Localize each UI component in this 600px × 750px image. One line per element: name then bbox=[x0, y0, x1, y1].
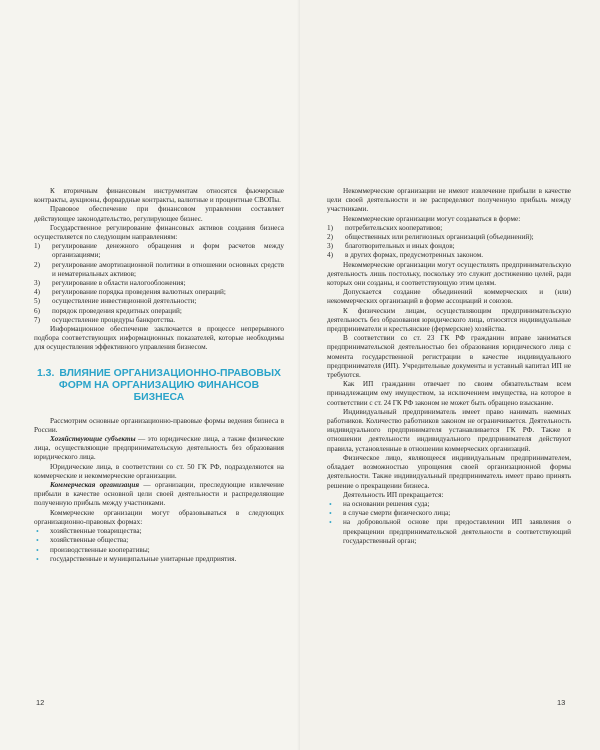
paragraph: Государственное регулирование финансовых активов создания бизнеса осуществляется по следующим направлениям: bbox=[34, 223, 284, 242]
paragraph: Правовое обеспечение при финансовом управлении составляет действующее законодательство, регулирующее бизнес. bbox=[34, 205, 284, 223]
list-number: 5) bbox=[34, 297, 40, 306]
list-text: регулирование амортизационной политики в отношении основных средств и нематериальных активов; bbox=[52, 260, 284, 278]
list-text: в других формах, предусмотренных законом. bbox=[345, 251, 484, 260]
list-number: 6) bbox=[34, 306, 40, 315]
list-text: на добровольной основе при предоставлении ИП заявления о прекращении предпринимательской деятельности в соответствующий государственный орган; bbox=[343, 518, 571, 545]
list-text: на основании решения суда; bbox=[343, 499, 430, 508]
definition: — это юридические лица, а также физические лица, осуществляющие предпринимательскую деятельность без образования юридического лица. bbox=[34, 435, 284, 462]
list-item bbox=[34, 279, 284, 288]
list-number: 4) bbox=[34, 288, 40, 297]
paragraph: Физическое лицо, являющееся индивидуальным предпринимателем, обладает возможностью упрощения своей организационной формы деятельности. Также индивидуальный предприниматель имеет право принять решение о прекращении бизнеса. bbox=[327, 453, 571, 490]
list-item bbox=[34, 555, 284, 564]
paragraph: Индивидуальный предприниматель имеет право нанимать наемных работников. Количество работников законом не ограничивается. Деятельность индивидуального предпринимателя устанавливается ГК РФ. Также в отношении деятельности индивидуального предпринимателя действуют правила, установленные в отношении коммерческих организаций. bbox=[327, 407, 571, 453]
list-text: потребительских кооперативов; bbox=[345, 223, 443, 232]
list-item bbox=[34, 297, 284, 306]
definition: — организации, преследующие извлечение прибыли в качестве основной цели своей деятельности и распределяющие полученную прибыль между участниками. bbox=[34, 481, 284, 508]
forms-list bbox=[34, 527, 284, 564]
list-text: хозяйственные общества; bbox=[50, 536, 129, 545]
list-text: осуществление инвестиционной деятельности; bbox=[52, 297, 197, 306]
list-number: 2) bbox=[34, 260, 40, 269]
list-number: 4) bbox=[327, 251, 333, 260]
list-item bbox=[327, 251, 571, 260]
list-item bbox=[327, 518, 571, 546]
paragraph: Некоммерческие организации могут осуществлять предпринимательскую деятельность лишь постольку, поскольку это служит достижению целей, ради которых они созданы, и соответствующую этим целям. bbox=[327, 260, 571, 288]
nc-forms-list bbox=[327, 224, 571, 261]
term: Коммерческая организация bbox=[50, 481, 140, 490]
list-item bbox=[327, 509, 571, 518]
section-title: ВЛИЯНИЕ ОРГАНИЗАЦИОННО-ПРАВОВЫХ ФОРМ НА ОРГАНИЗАЦИЮ ФИНАНСОВ БИЗНЕСА bbox=[58, 367, 281, 403]
right-text-column bbox=[327, 187, 571, 546]
list-number: 2) bbox=[327, 233, 333, 242]
bullet-icon: • bbox=[36, 545, 39, 555]
paragraph: В соответствии со ст. 23 ГК РФ гражданин вправе заниматься предпринимательской деятельностью без образования юридического лица с момента государственной регистрации в качестве индивидуального предпринимателя (ИП). Учредительные документы и уставный капитал ИП не требуются. bbox=[327, 334, 571, 380]
list-item bbox=[327, 500, 571, 509]
paragraph: Как ИП гражданин отвечает по своим обязательствам всем принадлежащим ему имуществом, за исключением имущества, на которое в соответствии с ст. 24 ГК РФ законом не может быть обращено взыскание. bbox=[327, 380, 571, 407]
list-number: 3) bbox=[34, 279, 40, 288]
list-item bbox=[327, 233, 571, 242]
list-item bbox=[34, 242, 284, 260]
list-text: производственные кооперативы; bbox=[50, 545, 150, 554]
list-text: в случае смерти физического лица; bbox=[343, 509, 451, 518]
termination-list bbox=[327, 500, 571, 546]
paragraph bbox=[34, 435, 284, 463]
list-text: хозяйственные товарищества; bbox=[50, 527, 142, 536]
paragraph: Некоммерческие организации не имеют извлечение прибыли в качестве цели своей деятельности и не распределяют полученную прибыль между участниками. bbox=[327, 187, 571, 214]
paragraph: Информационное обеспечение заключается в процессе непрерывного подбора соответствующих информационных показателей, которые необходимы для осуществления эффективного управления бизнесом. bbox=[34, 325, 284, 352]
term: Хозяйствующие субъекты bbox=[50, 435, 136, 444]
paragraph: Коммерческие организации могут образовываться в следующих организационно-правовых формах: bbox=[34, 508, 284, 526]
list-text: осуществление процедуры банкротства. bbox=[52, 315, 176, 324]
paragraph: К физическим лицам, осуществляющим предпринимательскую деятельность без образования юридического лица, относятся индивидуальные предприниматели и крестьянские (фермерские) хозяйства. bbox=[327, 306, 571, 334]
list-item bbox=[34, 288, 284, 297]
list-item bbox=[327, 242, 571, 251]
list-text: общественных или религиозных организаций (объединений); bbox=[345, 233, 534, 242]
list-item bbox=[34, 527, 284, 536]
paragraph: Рассмотрим основные организационно-правовые формы ведения бизнеса в России. bbox=[34, 416, 284, 434]
section-number: 1.3. bbox=[37, 367, 55, 379]
bullet-icon: • bbox=[36, 527, 39, 537]
list-item bbox=[34, 307, 284, 316]
bullet-icon: • bbox=[36, 554, 39, 564]
bullet-icon: • bbox=[329, 499, 332, 509]
paragraph bbox=[34, 481, 284, 509]
list-item bbox=[34, 261, 284, 279]
bullet-icon: • bbox=[329, 509, 332, 519]
bullet-icon: • bbox=[36, 536, 39, 546]
paragraph: Допускается создание объединений коммерческих и (или) некоммерческих организаций в форме ассоциаций и союзов. bbox=[327, 288, 571, 306]
section-heading bbox=[34, 368, 284, 404]
list-text: порядок проведения кредитных операций; bbox=[52, 306, 182, 315]
list-number: 7) bbox=[34, 315, 40, 324]
list-number: 1) bbox=[34, 242, 40, 251]
paragraph: Деятельность ИП прекращается: bbox=[343, 490, 444, 499]
page-number: 13 bbox=[557, 698, 566, 707]
list-text: регулирование денежного обращения и форм расчетов между организациями; bbox=[52, 242, 284, 260]
list-item bbox=[34, 316, 284, 325]
list-text: регулирование порядка проведения валютных операций; bbox=[52, 288, 226, 297]
list-item bbox=[34, 536, 284, 545]
list-text: благотворительных и иных фондов; bbox=[345, 242, 455, 251]
list-number: 3) bbox=[327, 242, 333, 251]
paragraph: Некоммерческие организации могут создаваться в форме: bbox=[343, 214, 521, 223]
list-item bbox=[327, 224, 571, 233]
directions-list bbox=[34, 242, 284, 325]
left-text-column bbox=[34, 187, 284, 564]
list-item bbox=[34, 546, 284, 555]
list-number: 1) bbox=[327, 223, 333, 232]
paragraph: К вторичным финансовым инструментам относятся фьючерсные контракты, аукционы, форвардные контракты, валютные и процентные СВОПы. bbox=[34, 187, 284, 205]
list-text: государственные и муниципальные унитарные предприятия. bbox=[50, 554, 237, 563]
page-number: 12 bbox=[36, 698, 45, 707]
paragraph: Юридические лица, в соответствии со ст. 50 ГК РФ, подразделяются на коммерческие и некоммерческие организации. bbox=[34, 462, 284, 480]
list-text: регулирование в области налогообложения; bbox=[52, 279, 186, 288]
bullet-icon: • bbox=[329, 518, 332, 528]
